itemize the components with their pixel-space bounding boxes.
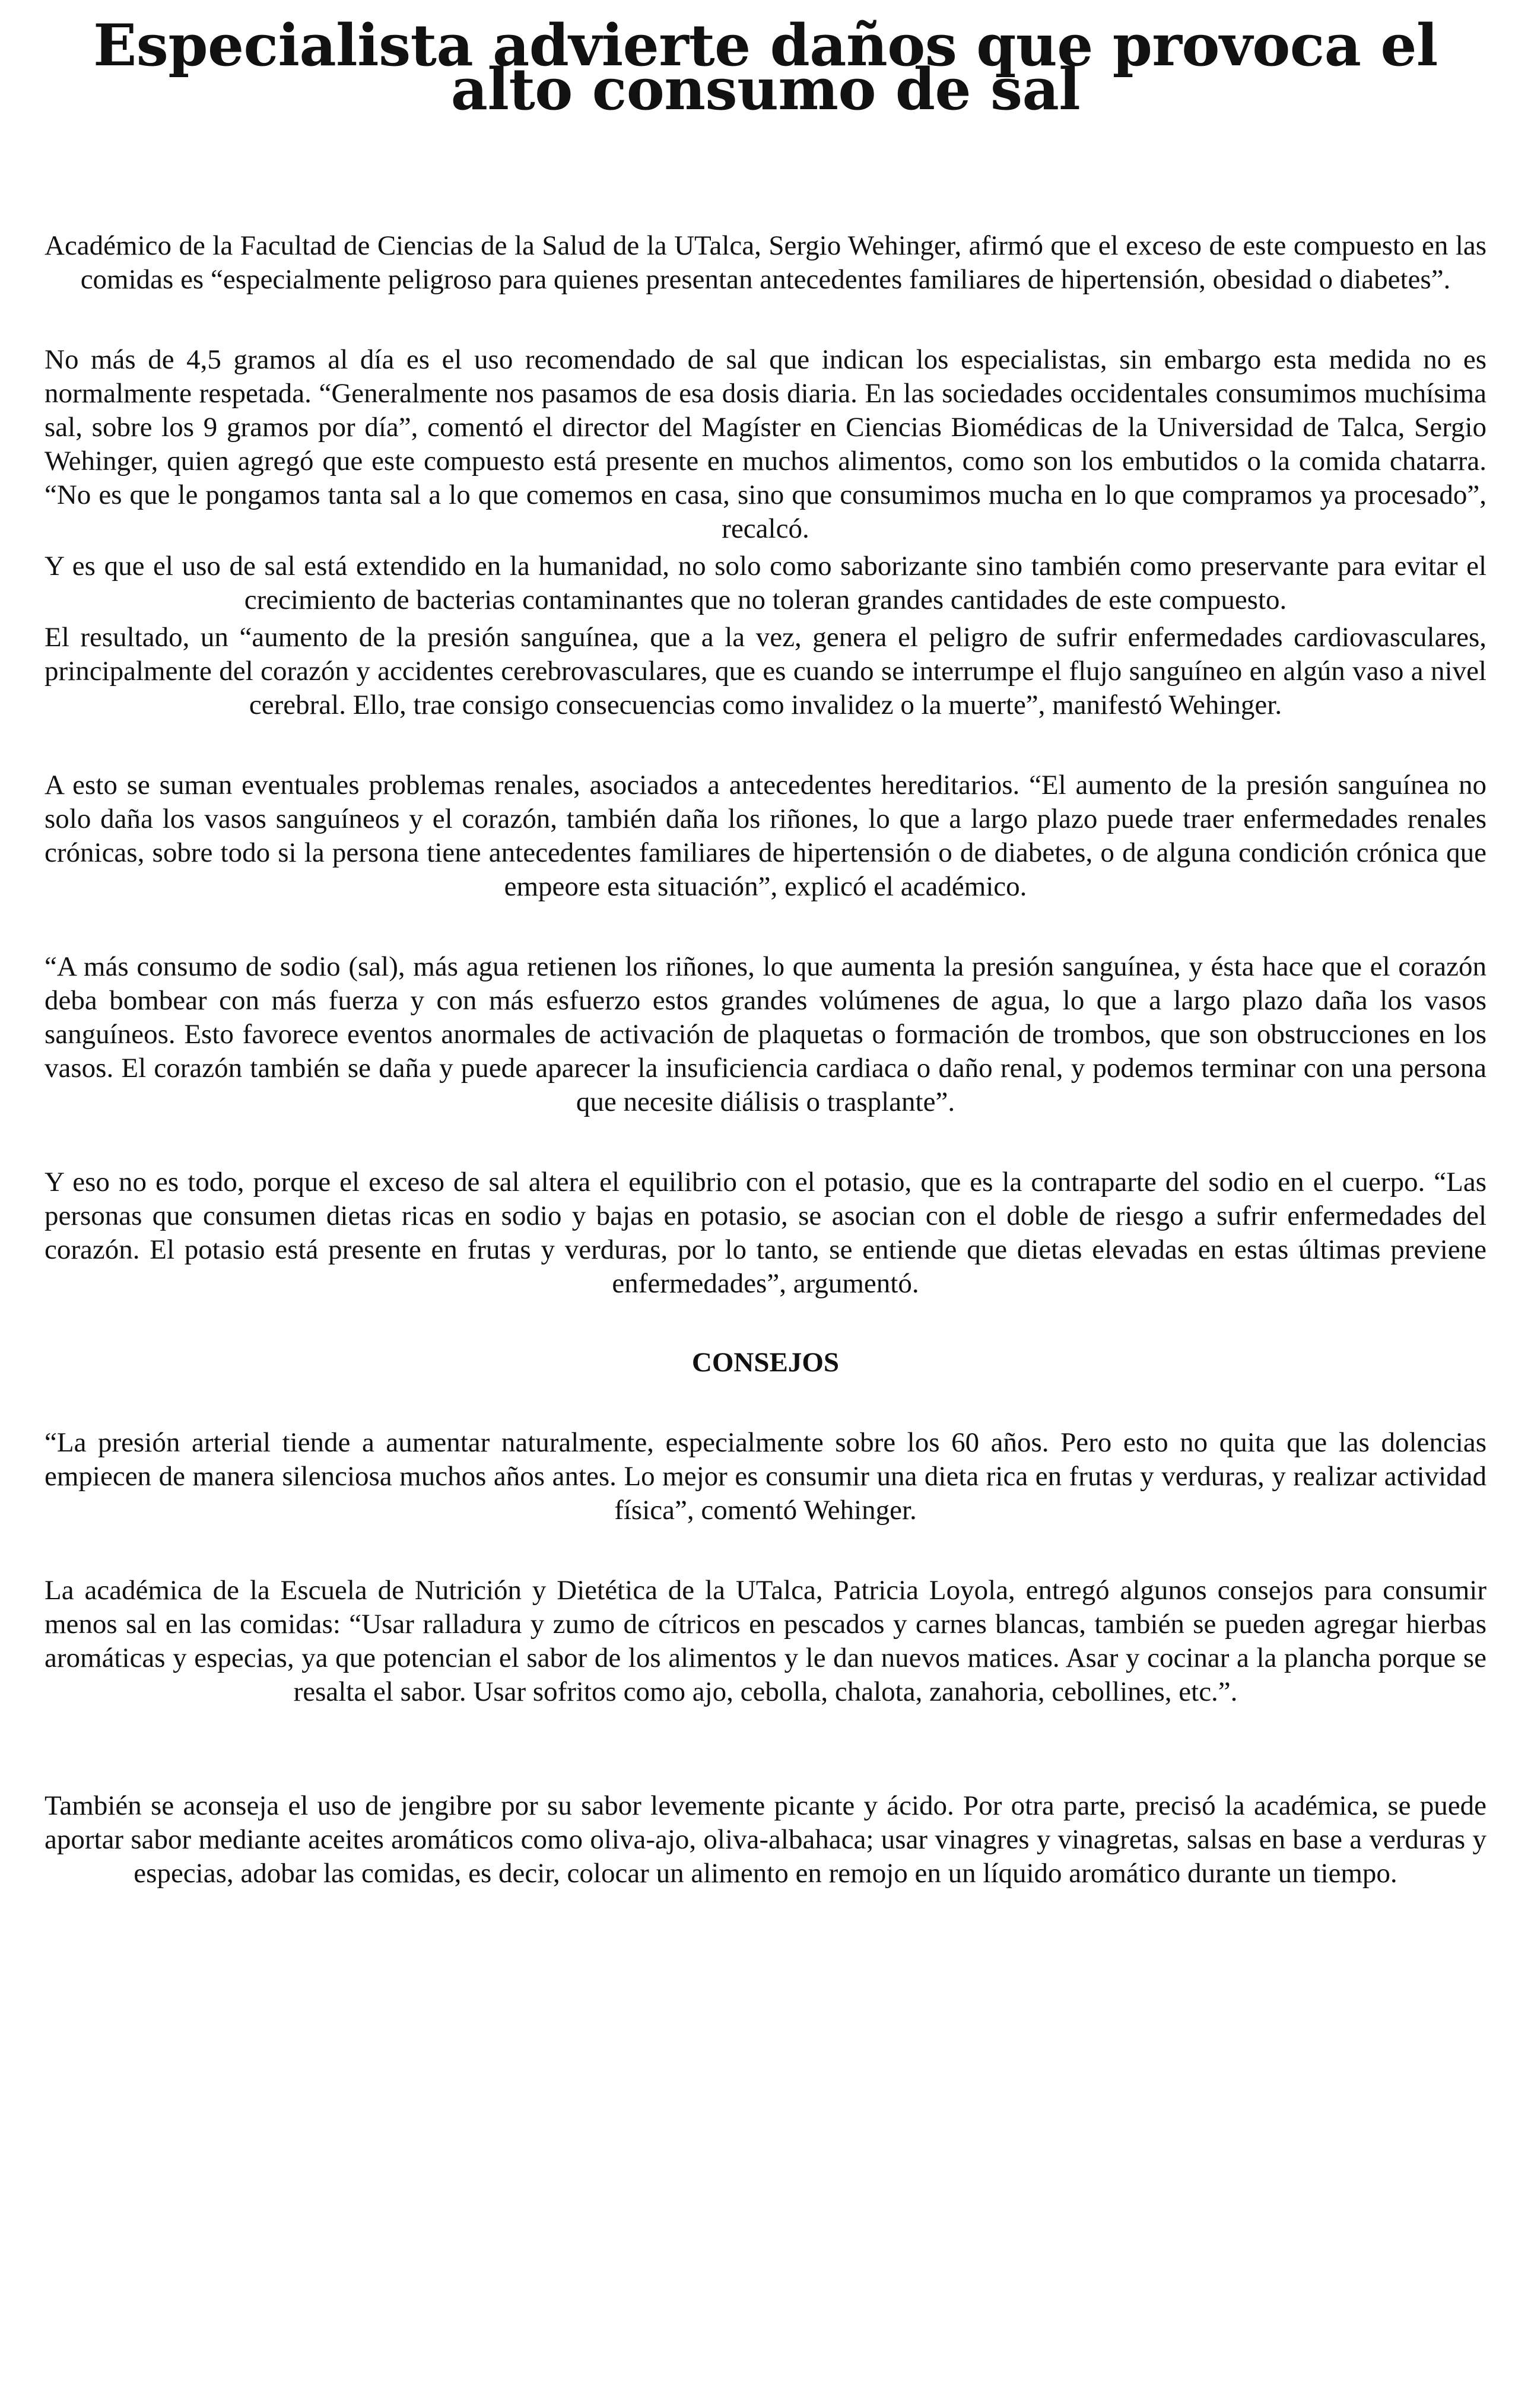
- paragraph-sodium-quote: “A más consumo de sodio (sal), más agua retienen los riñones, lo que aumenta la presión sanguínea, y ésta hace que el corazón deba bombear con más fuerza y con más esfuerzo estos grandes volúmenes de agua, lo que a largo plazo daña los vasos sanguíneos. Esto favorece eventos anormales de activación de plaquetas o formación de trombos, que son obstrucciones en los vasos. El corazón también se daña y puede aparecer la insuficiencia cardiaca o daño renal, y podemos terminar con una persona que necesite diálisis o trasplante”.: [45, 951, 1486, 1117]
- paragraph-blood-pressure: “La presión arterial tiende a aumentar naturalmente, especialmente sobre los 60 años. Pero esto no quita que las dolencias empiecen de manera silenciosa muchos años antes. Lo mejor es consumir una dieta rica en frutas y verduras, y realizar actividad física”, comentó Wehinger.: [45, 1427, 1486, 1526]
- paragraph-ginger-advice: También se aconseja el uso de jengibre por su sabor levemente picante y ácido. Por otra parte, precisó la académica, se puede aportar sabor mediante aceites aromáticos como oliva-ajo, oliva-albahaca; usar vinagres y vinagretas, salsas en base a verduras y especias, adobar las comidas, es decir, colocar un alimento en remojo en un líquido aromático durante un tiempo.: [45, 1790, 1486, 1889]
- paragraph-potassium: Y eso no es todo, porque el exceso de sal altera el equilibrio con el potasio, que es la contraparte del sodio en el cuerpo. “Las personas que consumen dietas ricas en sodio y bajas en potasio, se asocian con el doble de riesgo a sufrir enfermedades del corazón. El potasio está presente en frutas y verduras, por lo tanto, se entiende que dietas elevadas en estas últimas previene enfermedades”, argumentó.: [45, 1167, 1486, 1299]
- article: [45, 12, 1486, 1891]
- article-title: Especialista advierte daños que provoca el alto consumo de sal: [93, 12, 1438, 123]
- paragraph-recommended-dose: No más de 4,5 gramos al día es el uso recomendado de sal que indican los especialistas, sin embargo esta medida no es normalmente respetada. “Generalmente nos pasamos de esa dosis diaria. En las sociedades occidentales consumimos muchísima sal, sobre los 9 gramos por día”, comentó el director del Magíster en Ciencias Biomédicas de la Universidad de Talca, Sergio Wehinger, quien agregó que este compuesto está presente en muchos alimentos, como son los embutidos o la comida chatarra. “No es que le pongamos tanta sal a lo que comemos en casa, sino que consumimos mucha en lo que compramos ya procesado”, recalcó.: [45, 344, 1486, 544]
- paragraph-preservative: Y es que el uso de sal está extendido en la humanidad, no solo como saborizante sino también como preservante para evitar el crecimiento de bacterias contaminantes que no toleran grandes cantidades de este compuesto.: [45, 551, 1486, 615]
- paragraph-renal-problems: A esto se suman eventuales problemas renales, asociados a antecedentes hereditarios. “El aumento de la presión sanguínea no solo daña los vasos sanguíneos y el corazón, también daña los riñones, lo que a largo plazo puede traer enfermedades renales crónicas, sobre todo si la persona tiene antecedentes familiares de hipertensión o de diabetes, o de alguna condición crónica que empeore esta situación”, explicó el académico.: [45, 770, 1486, 902]
- section-heading-consejos: CONSEJOS: [691, 1347, 840, 1378]
- paragraph-nutrition-advice: La académica de la Escuela de Nutrición y Dietética de la UTalca, Patricia Loyola, entregó algunos consejos para consumir menos sal en las comidas: “Usar ralladura y zumo de cítricos en pescados y carnes blancas, también se pueden agregar hierbas aromáticas y especias, ya que potencian el sabor de los alimentos y le dan nuevos matices. Asar y cocinar a la plancha porque se resalta el sabor. Usar sofritos como ajo, cebolla, chalota, zanahoria, cebollines, etc.”.: [45, 1575, 1486, 1707]
- paragraph-intro: Académico de la Facultad de Ciencias de la Salud de la UTalca, Sergio Wehinger, afirmó que el exceso de este compuesto en las comidas es “especialmente peligroso para quienes presentan antecedentes familiares de hipertensión, obesidad o diabetes”.: [45, 230, 1486, 295]
- paragraph-result: El resultado, un “aumento de la presión sanguínea, que a la vez, genera el peligro de sufrir enfermedades cardiovasculares, principalmente del corazón y accidentes cerebrovasculares, que es cuando se interrumpe el flujo sanguíneo en algún vaso a nivel cerebral. Ello, trae consigo consecuencias como invalidez o la muerte”, manifestó Wehinger.: [45, 622, 1486, 720]
